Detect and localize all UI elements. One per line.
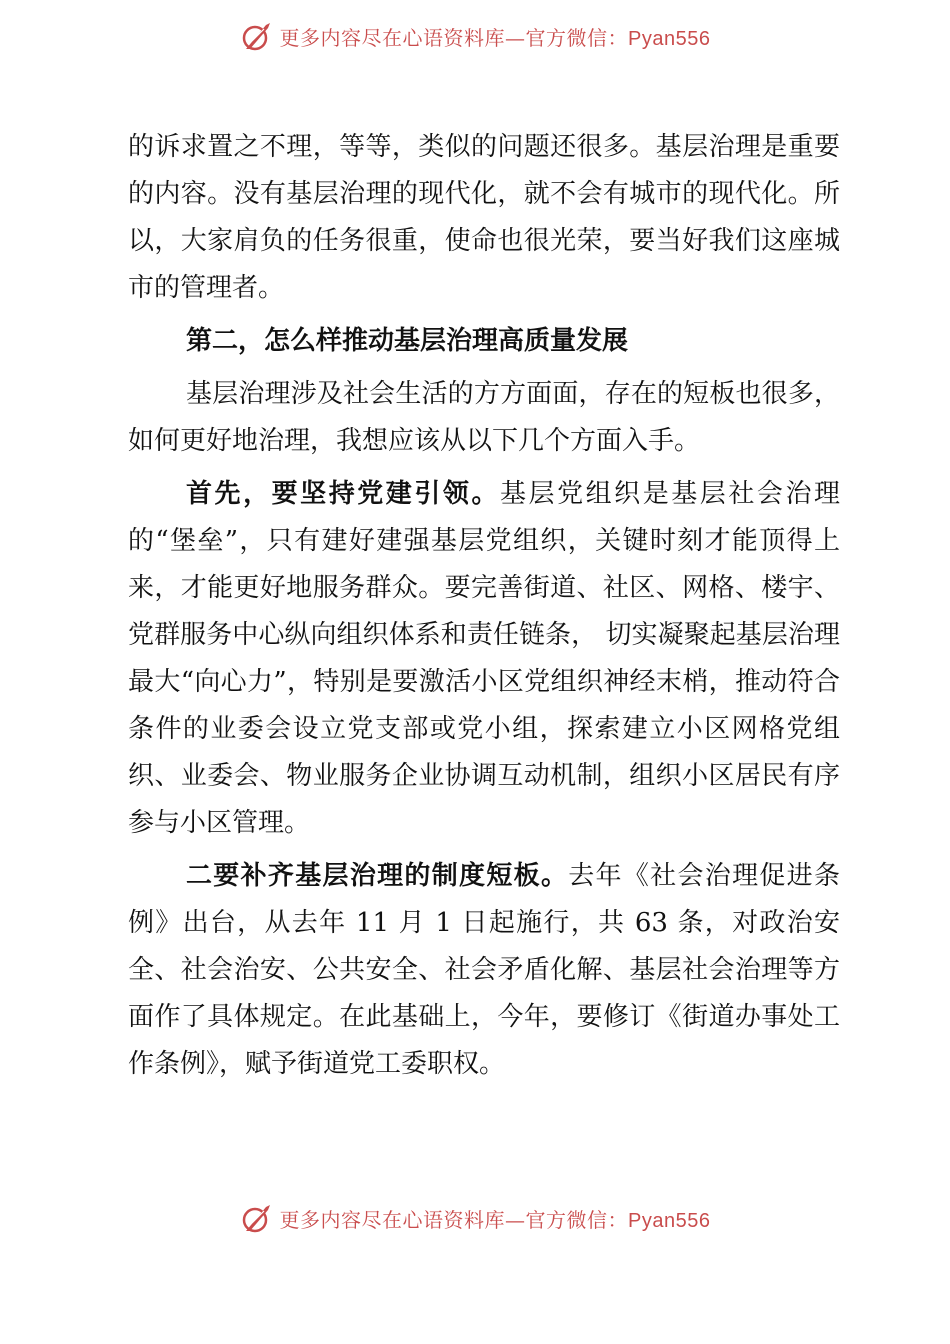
paragraph-2: 基层治理涉及社会生活的方方面面，存在的短板也很多，如何更好地治理，我想应该从以下几个方面入手。 (128, 379, 840, 456)
quill-logo-icon (240, 19, 274, 53)
watermark-text: 更多内容尽在心语资料库—官方微信：Pyan556 (279, 25, 711, 50)
paragraph-3-text: 基层党组织是基层社会治理的“堡垒”，只有建好建强基层党组织，关键时刻才能顶得上来，才能更好地服务群众。要完善街道、社区、网格、楼宇、党群服务中心纵向组织体系和责任链条， 切实凝聚起基层治理最大“向心力”，特别是要激活小区党组织神经末梢，推动符合条件的业委会设立党支部或党小组，探索建立小区网格党组织、业委会、物业服务企业协调互动机制，组织小区居民有序参与小区管理。 (128, 479, 840, 838)
paragraph-1: 的诉求置之不理，等等，类似的问题还很多。基层治理是重要的内容。没有基层治理的现代化，就不会有城市的现代化。所以，大家肩负的任务很重，使命也很光荣，要当好我们这座城市的管理者。 (128, 132, 840, 303)
section-heading: 第二，怎么样推动基层治理高质量发展 (186, 326, 629, 356)
header-watermark (0, 16, 950, 56)
paragraph-3 (128, 471, 840, 847)
watermark-text: 更多内容尽在心语资料库—官方微信：Pyan556 (279, 1207, 711, 1232)
footer-watermark (0, 1198, 950, 1238)
quill-logo-icon (240, 1201, 274, 1235)
paragraph-4-lead: 二要补齐基层治理的制度短板。 (186, 861, 569, 891)
paragraph-4-text: 去年《社会治理促进条例》出台，从去年 11 月 1 日起施行，共 63 条，对政治安全、社会治安、公共安全、社会矛盾化解、基层社会治理等方面作了具体规定。在此基础上，今年，要修订《街道办事处工作条例》，赋予街道党工委职权。 (128, 861, 840, 1079)
paragraph-4 (128, 853, 840, 1088)
paragraph-3-lead: 首先，要坚持党建引领。 (186, 479, 500, 509)
document-body (128, 124, 840, 1088)
